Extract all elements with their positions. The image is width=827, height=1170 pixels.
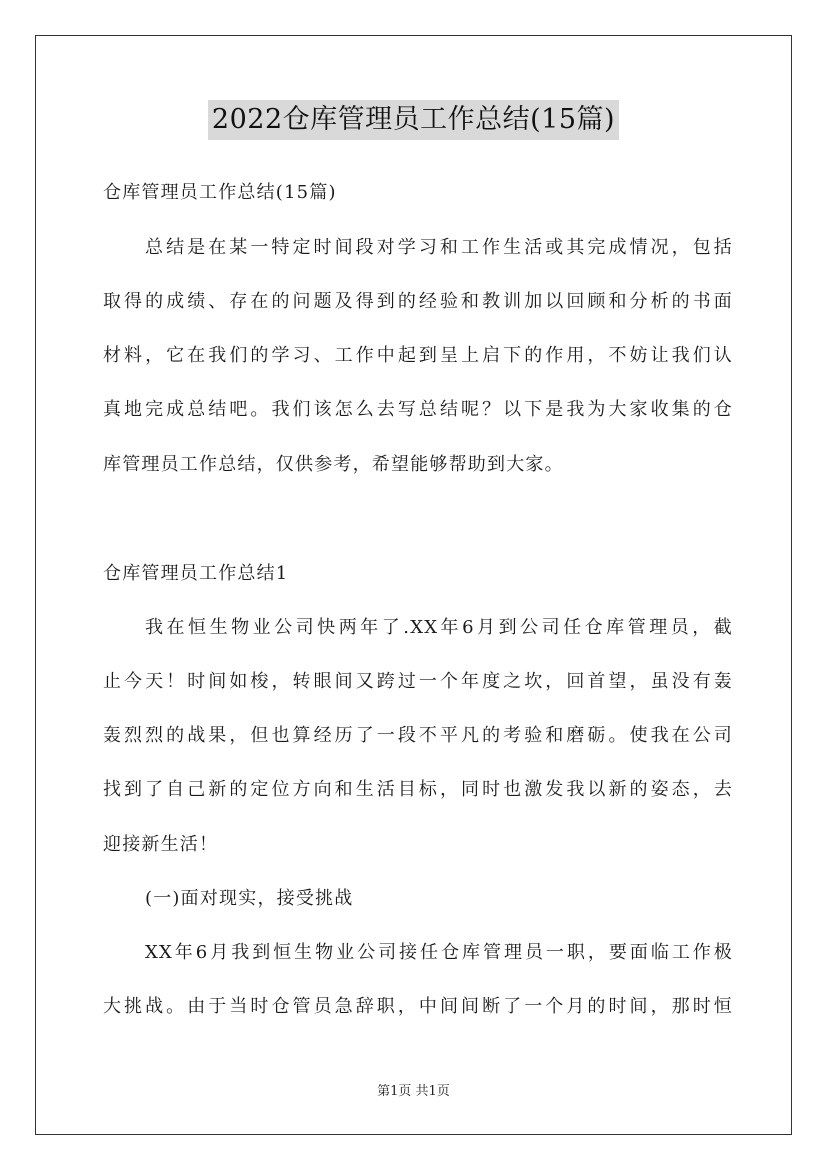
document-title: 2022仓库管理员工作总结(15篇): [208, 100, 619, 140]
intro-line-3: 材料，它在我们的学习、工作中起到呈上启下的作用，不妨让我们认: [103, 345, 733, 366]
body-line-6: XX年6月我到恒生物业公司接任仓库管理员一职，要面临工作极: [145, 942, 733, 963]
document-subtitle: 仓库管理员工作总结(15篇): [103, 182, 337, 203]
body-line-5: 迎接新生活！: [103, 834, 219, 855]
body-line-7: 大挑战。由于当时仓管员急辞职，中间间断了一个月的时间，那时恒: [103, 996, 733, 1017]
subheading: (一)面对现实，接受挑战: [145, 888, 354, 909]
intro-line-1: 总结是在某一特定时间段对学习和工作生活或其完成情况，包括: [145, 237, 733, 258]
body-line-3: 轰烈烈的战果，但也算经历了一段不平凡的考验和磨砺。使我在公司: [103, 725, 733, 746]
title-container: [0, 100, 827, 140]
section-heading: 仓库管理员工作总结1: [103, 563, 289, 584]
intro-line-4: 真地完成总结吧。我们该怎么去写总结呢？以下是我为大家收集的仓: [103, 399, 733, 420]
intro-line-2: 取得的成绩、存在的问题及得到的经验和教训加以回顾和分析的书面: [103, 291, 733, 312]
body-line-4: 找到了自己新的定位方向和生活目标，同时也激发我以新的姿态，去: [103, 779, 733, 800]
page-footer: 第1页 共1页: [377, 1084, 450, 1099]
body-line-1: 我在恒生物业公司快两年了.XX年6月到公司任仓库管理员，截: [145, 617, 733, 638]
body-line-2: 止今天！时间如梭，转眼间又跨过一个年度之坎，回首望，虽没有轰: [103, 671, 733, 692]
intro-line-5: 库管理员工作总结，仅供参考，希望能够帮助到大家。: [103, 454, 564, 475]
